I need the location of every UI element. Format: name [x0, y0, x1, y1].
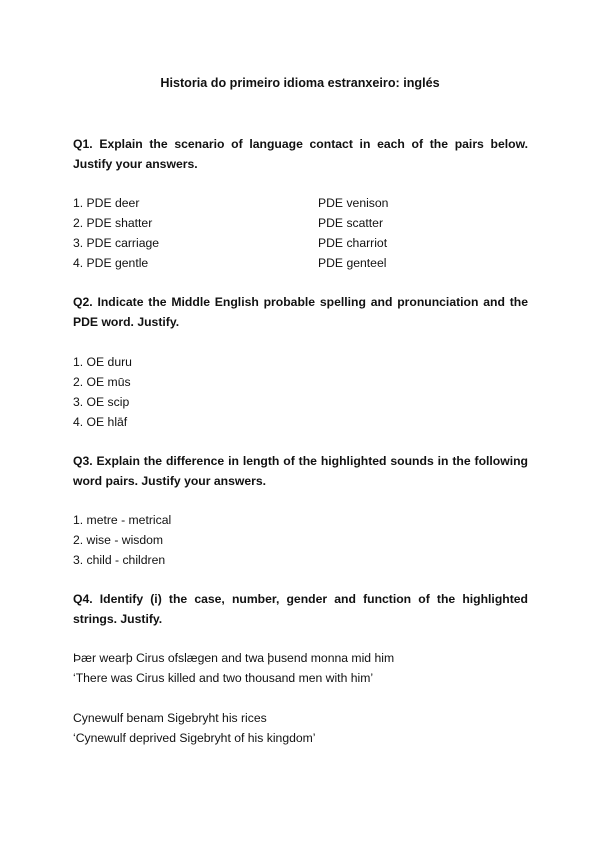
translation-gloss: ‘Cynewulf deprived Sigebryht of his kingdom’ — [73, 731, 316, 745]
word-pair — [73, 253, 528, 273]
old-english-sentence: Þær wearþ Cirus ofslægen and twa þusend monna mid him — [73, 651, 395, 665]
pair-left: 4. PDE gentle — [73, 256, 149, 270]
question-1-prompt: Q1. Explain the scenario of language contact in each of the pairs below. Justify your answers. — [73, 137, 528, 171]
document-title: Historia do primeiro idioma estranxeiro: inglés — [160, 76, 440, 90]
list-item: 1. metre - metrical — [73, 513, 172, 527]
list-item: 1. OE duru — [73, 355, 132, 369]
question-2-prompt: Q2. Indicate the Middle English probable spelling and pronunciation and the PDE word. Justify. — [73, 295, 528, 329]
list-item: 3. OE scip — [73, 395, 130, 409]
pair-left: 2. PDE shatter — [73, 216, 153, 230]
pair-left: 1. PDE deer — [73, 196, 140, 210]
question-2-items — [73, 352, 528, 432]
pair-right: PDE scatter — [318, 216, 384, 230]
pair-left: 3. PDE carriage — [73, 236, 160, 250]
list-item: 2. wise - wisdom — [73, 533, 164, 547]
translation-gloss: ‘There was Cirus killed and two thousand men with him’ — [73, 671, 374, 685]
question-3-items — [73, 510, 528, 570]
word-pair — [73, 193, 528, 213]
old-english-sentence: Cynewulf benam Sigebryht his rices — [73, 711, 267, 725]
question-4-prompt: Q4. Identify (i) the case, number, gender and function of the highlighted strings. Justify. — [73, 592, 528, 626]
question-3-prompt: Q3. Explain the difference in length of the highlighted sounds in the following word pairs. Justify your answers. — [73, 454, 528, 488]
question-4-example-2 — [73, 708, 528, 748]
word-pair — [73, 233, 528, 253]
question-4-example-1 — [73, 648, 528, 688]
list-item: 4. OE hlāf — [73, 415, 128, 429]
question-1-pairs — [73, 193, 528, 273]
pair-right: PDE charriot — [318, 236, 388, 250]
pair-right: PDE genteel — [318, 256, 387, 270]
pair-right: PDE venison — [318, 196, 389, 210]
word-pair — [73, 213, 528, 233]
list-item: 2. OE mūs — [73, 375, 131, 389]
list-item: 3. child - children — [73, 553, 166, 567]
